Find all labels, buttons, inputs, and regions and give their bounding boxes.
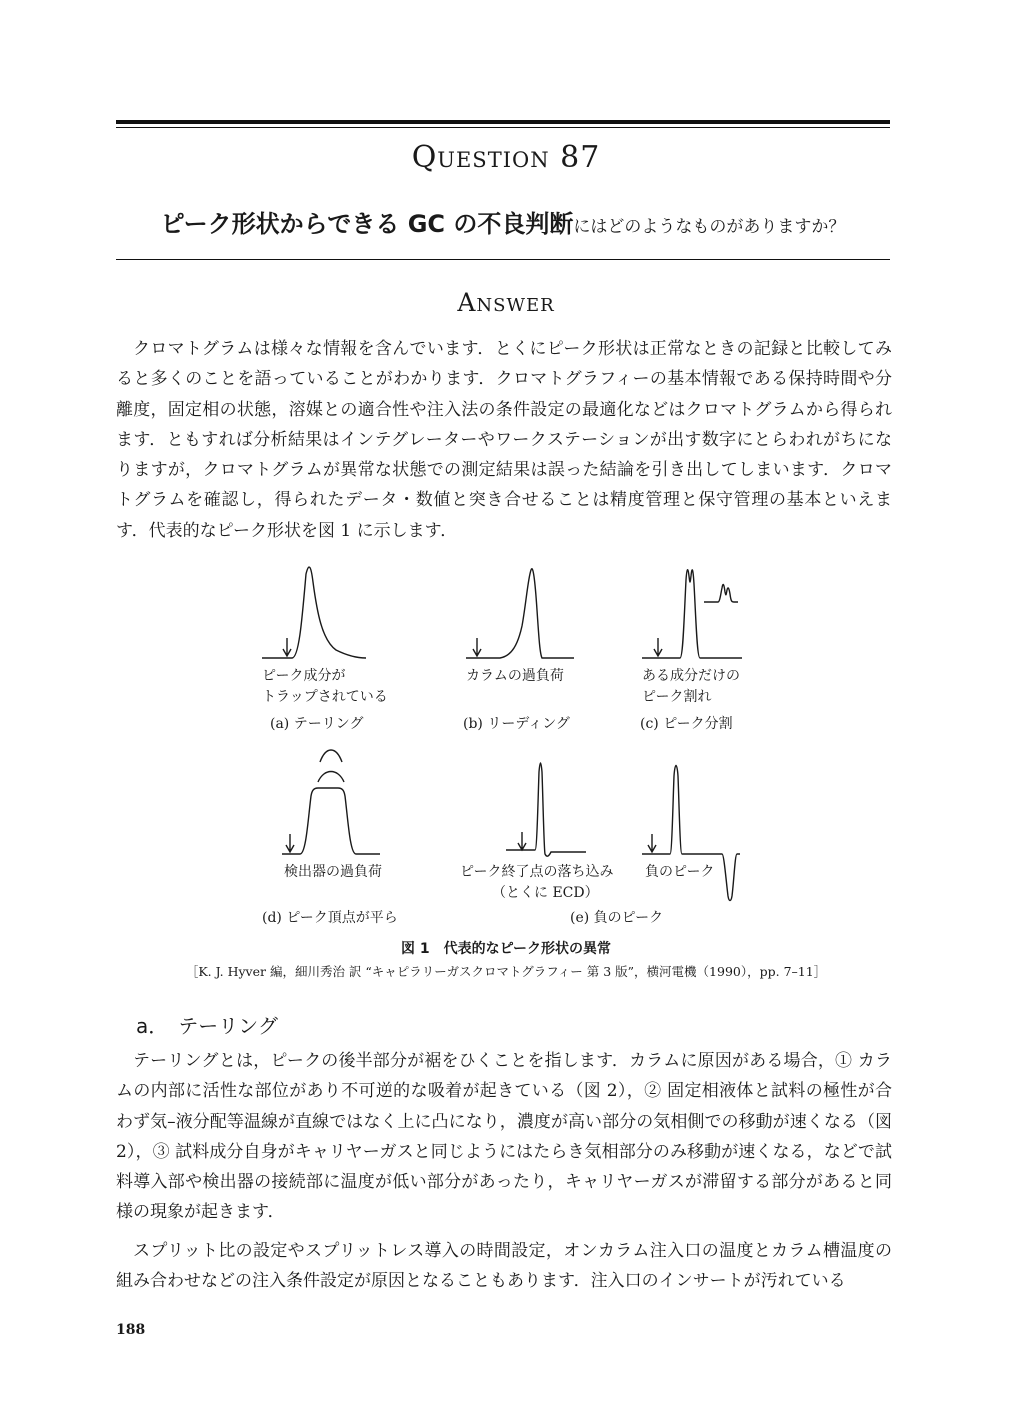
section-paragraph-2: スプリット比の設定やスプリットレス導入の時間設定，オンカラム注入口の温度とカラム槽温度の組み合わせなどの注入条件設定が原因となることもあります．注入口のインサートが汚れている	[116, 1241, 892, 1292]
top-rule	[116, 120, 890, 124]
panel-d-clipped-top-1	[320, 750, 342, 762]
panel-c-split-inset	[704, 585, 738, 602]
section-heading: a． テーリング	[136, 1014, 278, 1038]
panel-d-peak	[282, 750, 380, 854]
panel-e-note-1: ピーク終了点の落ち込み	[460, 864, 614, 880]
question-divider	[116, 259, 890, 260]
section-paragraph-1: テーリングとは，ピークの後半部分が裾をひくことを指します．カラムに原因がある場合，① カラムの内部に活性な部位があり不可逆的な吸着が起きている（図 2），② 固定相液体と試料の極性が合わず気–液分配等温線が直線ではなく上に凸になり，濃度が高い部分の気相側での移動が速くなる（図 2），③ 試料成分自身がキャリヤーガスと同じようにはたらき気相部分のみ移動が速くなる，などで試料導入部や検出器の接続部に温度が低い部分があったり，キャリヤーガスが滞留する部分があると同様の現象が起きます．	[116, 1051, 892, 1223]
panel-e-injection-arrow-2	[648, 834, 656, 852]
panel-e-note-2: （とくに ECD）	[492, 885, 599, 901]
panel-a-caption: (a) テーリング	[270, 716, 364, 732]
panel-b-injection-arrow	[473, 638, 481, 656]
panel-a-note-1: ピーク成分が	[262, 668, 346, 684]
panel-a-injection-arrow	[283, 638, 291, 656]
panel-b-peak	[466, 569, 574, 658]
panel-a-note-2: トラップされている	[262, 689, 388, 705]
panel-b-note-1: カラムの過負荷	[466, 668, 564, 684]
panel-d-clipped-top-2	[318, 772, 344, 783]
panel-b-caption: (b) リーディング	[463, 716, 570, 732]
question-title: Question 87	[411, 140, 601, 175]
panel-a-peak	[262, 567, 366, 658]
panel-d-injection-arrow	[286, 834, 294, 852]
panel-c-peak	[642, 570, 742, 658]
panel-c-caption: (c) ピーク分割	[640, 716, 733, 732]
figure-source: ［K. J. Hyver 編，細川秀治 訳 “キャピラリーガスクロマトグラフィー 第 3 版”，横河電機（1990），pp. 7–11］	[185, 964, 827, 979]
panel-e-injection-arrow-1	[518, 832, 526, 850]
answer-paragraph-1: クロマトグラムは様々な情報を含んでいます．とくにピーク形状は正常なときの記録と比較してみると多くのことを語っていることがわかります．クロマトグラフィーの基本情報である保持時間や分離度，固定相の状態，溶媒との適合性や注入法の条件設定の最適化などはクロマトグラムから得られます．ともすれば分析結果はインテグレーターやワークステーションが出す数字にとらわれがちになりますが，クロマトグラムが異常な状態での測定結果は誤った結論を引き出してしまいます．クロマトグラムを確認し，得られたデータ・数値と突き合せることは精度管理と保守管理の基本といえます．代表的なピーク形状を図 1 に示します．	[116, 339, 892, 541]
panel-c-note-2: ピーク割れ	[642, 689, 712, 705]
question-rest: にはどのようなものがありますか？	[573, 217, 846, 237]
question-subtitle	[116, 204, 890, 239]
panel-d-note-1: 検出器の過負荷	[284, 864, 382, 880]
figure-title: 図 1 代表的なピーク形状の異常	[400, 941, 612, 957]
panel-c-note-1: ある成分だけの	[642, 668, 740, 684]
panel-e-dip-peak	[506, 763, 586, 856]
page-number: 188	[116, 1322, 146, 1338]
panel-e-note-3: 負のピーク	[645, 864, 715, 880]
figure-1-diagram	[0, 560, 1012, 990]
panel-c-injection-arrow	[654, 638, 662, 656]
question-bold: ピーク形状からできる GC の不良判断	[160, 210, 574, 238]
figure-1	[0, 560, 1012, 990]
answer-title: Answer	[457, 288, 555, 317]
panel-e-caption: (e) 負のピーク	[570, 910, 664, 926]
top-rule-thin	[116, 127, 890, 128]
panel-d-caption: (d) ピーク頂点が平ら	[262, 910, 398, 926]
